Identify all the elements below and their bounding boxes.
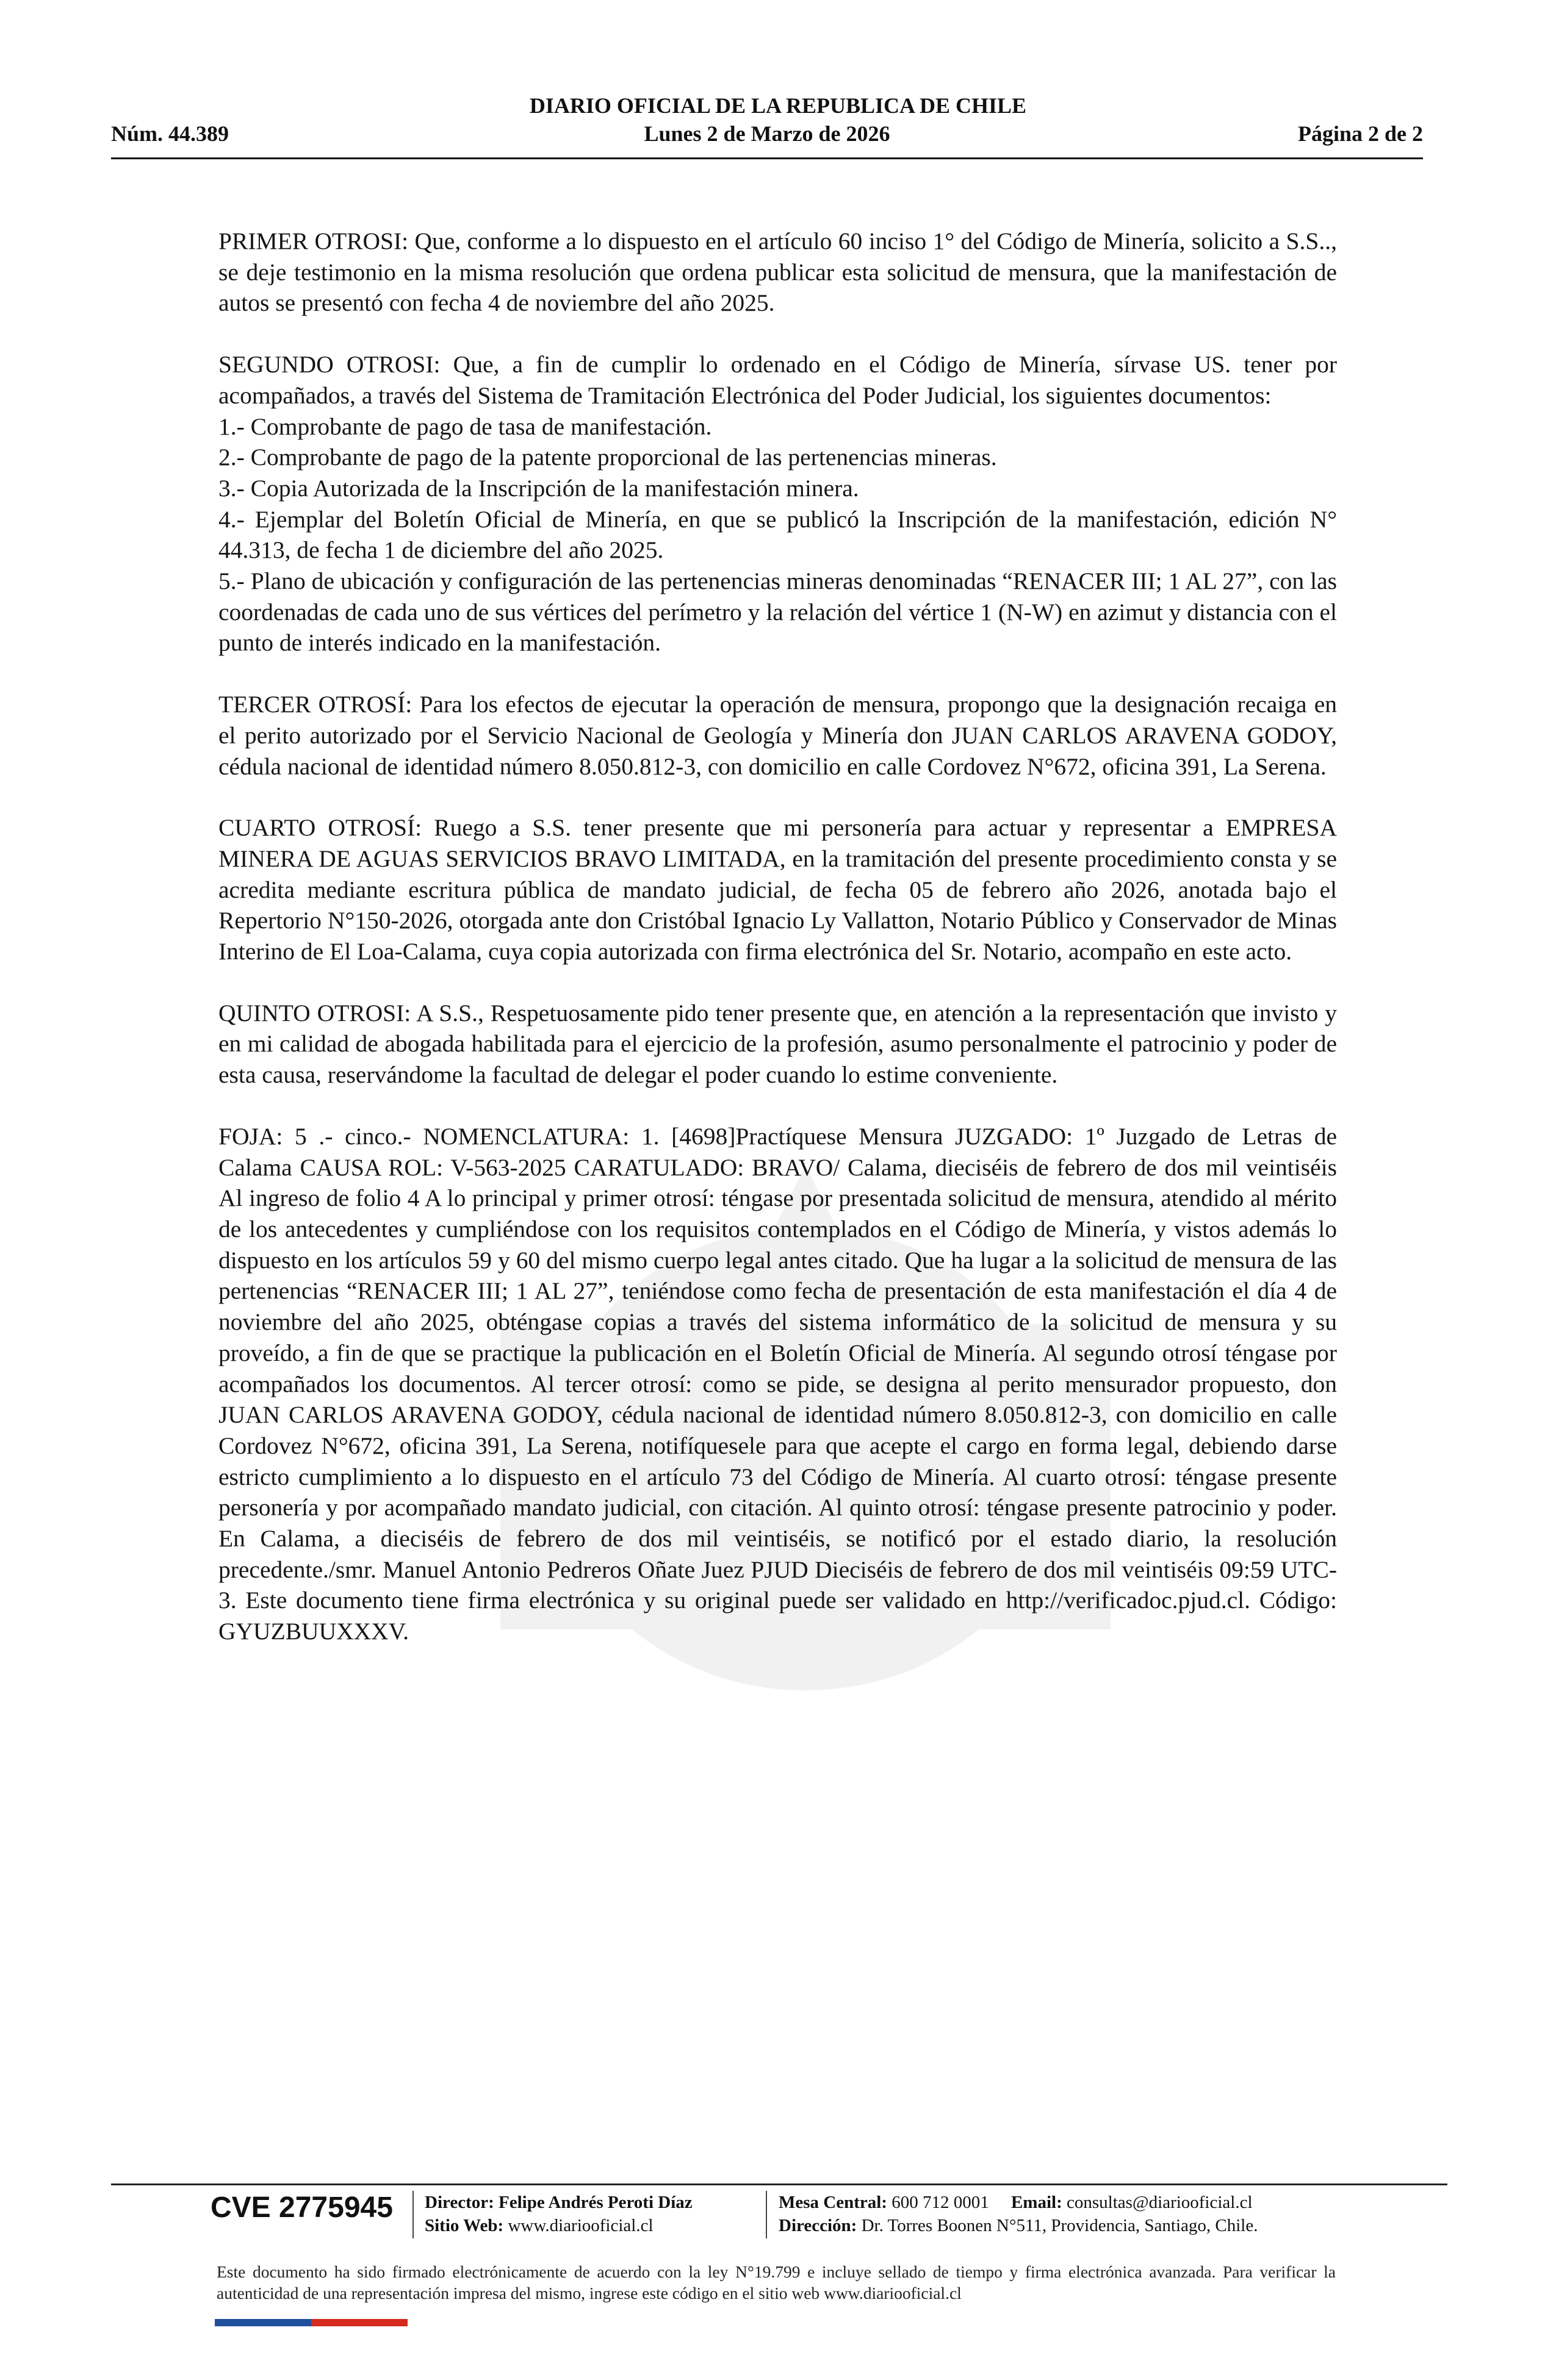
header-divider — [111, 157, 1423, 159]
phone-value: 600 712 0001 — [891, 2193, 989, 2212]
resolution-paragraph: FOJA: 5 .- cinco.- NOMENCLATURA: 1. [4698]Practíquese Mensura JUZGADO: 1º Juzgado de Letras de Calama CAUSA ROL: V-563-2025 CARATULADO: BRAVO/ Calama, dieciséis de febrero de dos mil veintiséis Al ingreso de folio 4 A lo principal y primer otrosí: téngase por presentada solicitud de mensura, atendido al mérito de los antecedentes y cumpliéndose con los requisitos contemplados en el Código de Minería, y vistos además lo dispuesto en los artículos 59 y 60 del mismo cuerpo legal antes citado. Que ha lugar a la solicitud de mensura de las pertenencias “RENACER III; 1 AL 27”, teniéndose como fecha de presentación de esta manifestación el día 4 de noviembre del año 2025, obténgase copias a través del sistema informático de la solicitud de mensura y su proveído, a fin de que se practique la publicación en el Boletín Oficial de Minería. Al segundo otrosí téngase por acompañados los documentos. Al tercer otrosí: como se pide, se designa al perito mensurador propuesto, don JUAN CARLOS ARAVENA GODOY, cédula nacional de identidad número 8.050.812-3, con domicilio en calle Cordovez N°672, oficina 391, La Serena, notifíquesele para que acepte el cargo en forma legal, debiendo darse estricto cumplimiento a lo dispuesto en el artículo 73 del Código de Minería. Al cuarto otrosí: téngase presente personería y por acompañado mandato judicial, con citación. Al quinto otrosí: téngase presente patrocinio y poder. En Calama, a dieciséis de febrero de dos mil veintiséis, se notificó por el estado diario, la resolución precedente./smr. Manuel Antonio Pedreros Oñate Juez PJUD Dieciséis de febrero de dos mil veintiséis 09:59 UTC-3. Este documento tiene firma electrónica y su original puede ser validado en http://verificadoc.pjud.cl. Código: GYUZBUUXXXV. — [218, 1122, 1337, 1645]
issue-date: Lunes 2 de Marzo de 2026 — [644, 121, 890, 146]
document-list-item: 3.- Copia Autorizada de la Inscripción de la manifestación minera. — [218, 474, 859, 502]
cve-code: CVE 2775945 — [211, 2191, 393, 2224]
phone-label: Mesa Central: — [779, 2193, 887, 2212]
cuarto-otrosi-paragraph: CUARTO OTROSÍ: Ruego a S.S. tener presente que mi personería para actuar y representar a EMPRESA MINERA DE AGUAS SERVICIOS BRAVO LIMITADA, en la tramitación del presente procedimiento consta y se acredita mediante escritura pública de mandato judicial, de fecha 05 de febrero año 2026, anotada bajo el Repertorio N°150-2026, otorgada ante don Cristóbal Ignacio Ly Vallatton, Notario Público y Conservador de Minas Interino de El Loa-Calama, cuya copia autorizada con firma electrónica del Sr. Notario, acompaño en este acto. — [218, 814, 1337, 965]
footer-director-block — [425, 2191, 693, 2237]
footer-divider — [111, 2183, 1447, 2185]
website-link[interactable]: www.diariooficial.cl — [508, 2216, 654, 2235]
director-name: Felipe Andrés Peroti Díaz — [499, 2193, 693, 2212]
tercer-otrosi-paragraph: TERCER OTROSÍ: Para los efectos de ejecutar la operación de mensura, propongo que la designación recaiga en el perito autorizado por el Servicio Nacional de Geología y Minería don JUAN CARLOS ARAVENA GODOY, cédula nacional de identidad número 8.050.812-3, con domicilio en calle Cordovez N°672, oficina 391, La Serena. — [218, 691, 1337, 780]
issue-number: Núm. 44.389 — [111, 121, 229, 146]
footer-contact-block — [779, 2191, 1258, 2237]
document-list-item: 5.- Plano de ubicación y configuración de las pertenencias mineras denominadas “RENACER III; 1 AL 27”, con las coordenadas de cada uno de sus vértices del perímetro y la relación del vértice 1 (N-W) en azimut y distancia con el punto de interés indicado en la manifestación. — [218, 568, 1337, 657]
address-value: Dr. Torres Boonen N°511, Providencia, Santiago, Chile. — [861, 2216, 1258, 2235]
document-body — [218, 226, 1337, 1647]
quinto-otrosi-paragraph: QUINTO OTROSI: A S.S., Respetuosamente pido tener presente que, en atención a la representación que invisto y en mi calidad de abogada habilitada para el ejercicio de la profesión, asumo personalmente el patrocinio y poder de esta causa, reservándome la facultad de delegar el poder cuando lo estime conveniente. — [218, 999, 1337, 1089]
publication-title: DIARIO OFICIAL DE LA REPUBLICA DE CHILE — [529, 93, 1027, 118]
document-list-item: 1.- Comprobante de pago de tasa de manifestación. — [218, 413, 712, 440]
address-label: Dirección: — [779, 2216, 857, 2235]
website-label: Sitio Web: — [425, 2216, 504, 2235]
primer-otrosi-paragraph: PRIMER OTROSI: Que, conforme a lo dispuesto en el artículo 60 inciso 1° del Código de Minería, solicito a S.S.., se deje testimonio en la misma resolución que ordena publicar esta solicitud de mensura, que la manifestación de autos se presentó con fecha 4 de noviembre del año 2025. — [218, 228, 1337, 317]
page-indicator: Página 2 de 2 — [1297, 121, 1423, 146]
document-list-item: 2.- Comprobante de pago de la patente proporcional de las pertenencias mineras. — [218, 444, 997, 471]
footer-separator — [766, 2191, 767, 2238]
flag-stripe-blue — [215, 2319, 311, 2326]
email-link[interactable]: consultas@diariooficial.cl — [1067, 2193, 1253, 2212]
email-label: Email: — [1010, 2193, 1062, 2212]
legal-note: Este documento ha sido firmado electrónicamente de acuerdo con la ley N°19.799 e incluye sellado de tiempo y firma electrónica avanzada. Para verificar la autenticidad de una representación impresa del mismo, ingrese este código en el sitio web www.diariooficial.cl — [217, 2262, 1336, 2302]
director-label: Director: — [425, 2193, 494, 2212]
segundo-otrosi-paragraph: SEGUNDO OTROSI: Que, a fin de cumplir lo ordenado en el Código de Minería, sírvase US. tener por acompañados, a través del Sistema de Tramitación Electrónica del Poder Judicial, los siguientes documentos: — [218, 351, 1337, 409]
flag-stripe-red — [311, 2319, 408, 2326]
footer-separator — [412, 2191, 414, 2238]
document-list-item: 4.- Ejemplar del Boletín Oficial de Minería, en que se publicó la Inscripción de la manifestación, edición N° 44.313, de fecha 1 de diciembre del año 2025. — [218, 505, 1337, 564]
